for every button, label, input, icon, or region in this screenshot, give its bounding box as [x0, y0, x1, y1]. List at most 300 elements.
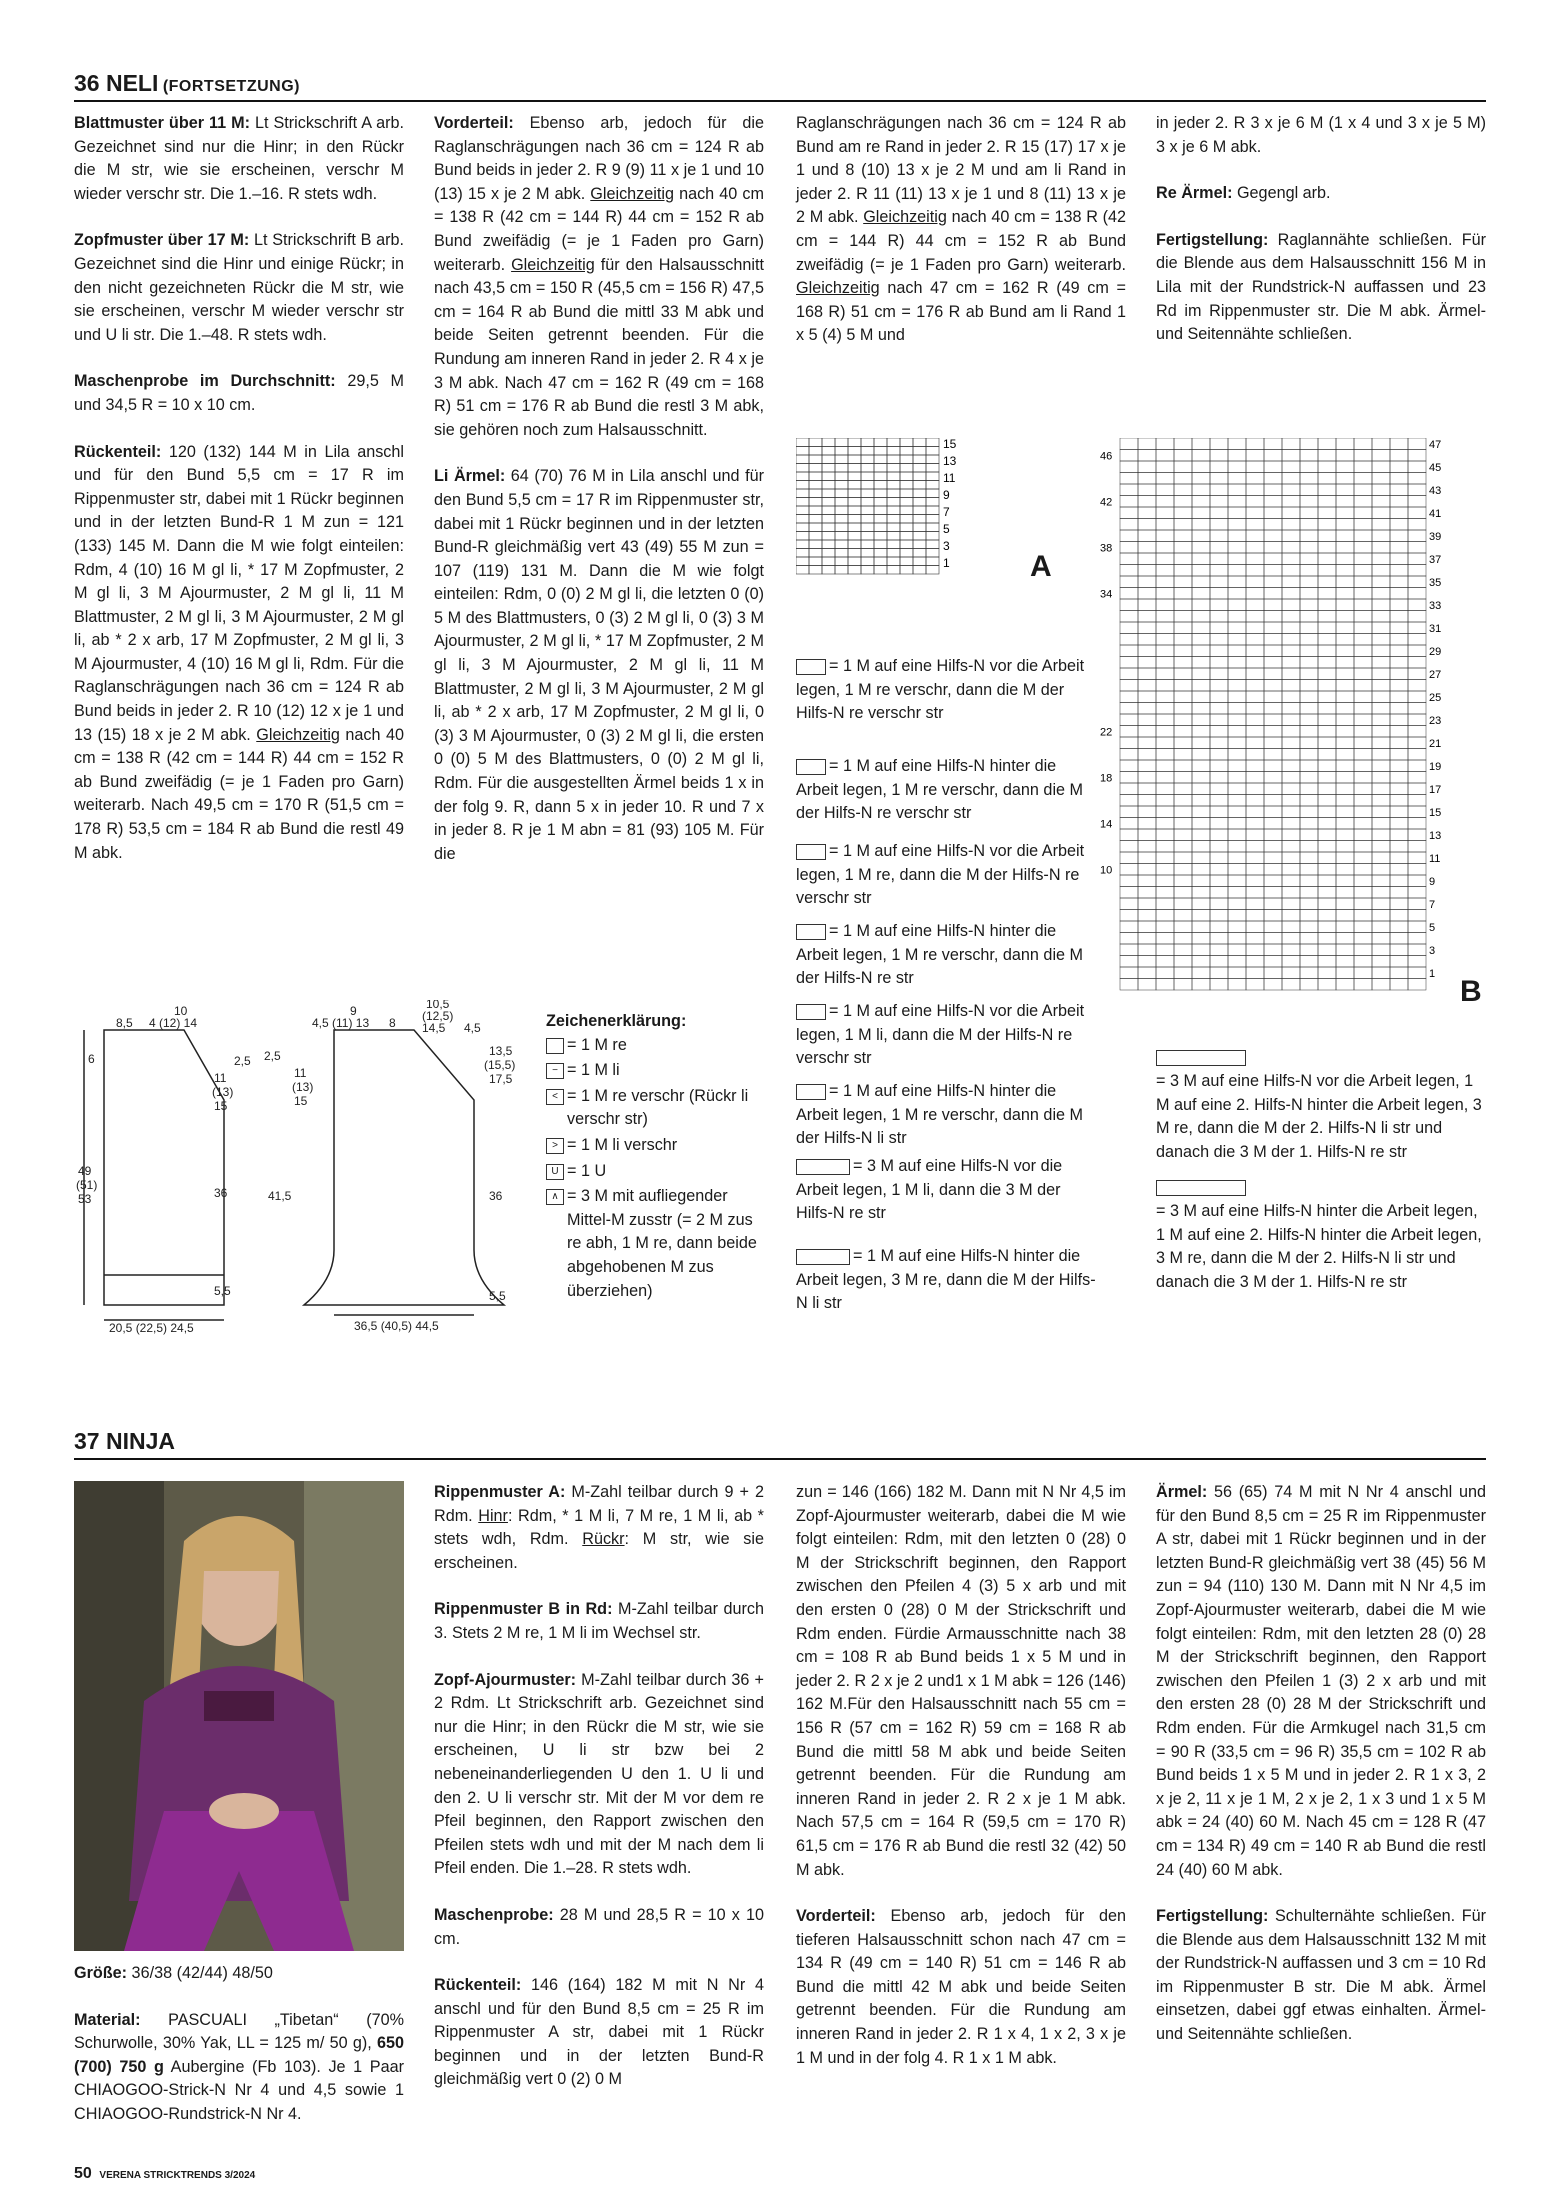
chart-b-cell: [1318, 496, 1336, 508]
chart-b-cell: [1408, 450, 1426, 462]
chart-b-cell: [1318, 645, 1336, 657]
chart-b-cell: [1138, 737, 1156, 749]
chart-b-cell: [1318, 473, 1336, 485]
chart-b-cell: [1408, 565, 1426, 577]
chart-b-cell: [1408, 668, 1426, 680]
chart-b-cell: [1300, 979, 1318, 991]
chart-b-cell: [1318, 519, 1336, 531]
chart-a-cell: [822, 557, 835, 566]
chart-a-cell: [913, 515, 926, 524]
chart-b-cell: [1354, 864, 1372, 876]
chart-b-cell: [1246, 703, 1264, 715]
chart-a-cell: [848, 532, 861, 541]
section-36-title: 36 NELI: [74, 70, 159, 96]
chart-b-cell: [1354, 795, 1372, 807]
chart-b-cell: [1174, 438, 1192, 450]
chart-a-cell: [887, 532, 900, 541]
chart-a-cell: [835, 549, 848, 558]
chart-b-cell: [1138, 956, 1156, 968]
chart-b-cell: [1372, 864, 1390, 876]
section-37-title: 37 NINJA: [74, 1428, 175, 1454]
chart-b-row-label: 9: [1429, 876, 1436, 888]
chart-b-cell: [1318, 910, 1336, 922]
chart-b-cell: [1246, 588, 1264, 600]
chart-b-cell: [1120, 576, 1138, 588]
chart-b-cell: [1372, 783, 1390, 795]
chart-b-row-label: 21: [1429, 738, 1442, 750]
chart-b-cell: [1300, 933, 1318, 945]
chart-b-cell: [1318, 588, 1336, 600]
chart-b-cell: [1390, 507, 1408, 519]
chart-b-cell: [1156, 553, 1174, 565]
chart-b-cell: [1174, 714, 1192, 726]
label-vorderteil: Vorderteil:: [796, 1907, 876, 1926]
chart-b-cell: [1210, 806, 1228, 818]
chart-b-cell: [1264, 611, 1282, 623]
label-vorderteil: Vorderteil:: [434, 114, 514, 132]
chart-b-cell: [1300, 507, 1318, 519]
chart-b-cell: [1264, 542, 1282, 554]
chart-b-row-label: 7: [1429, 899, 1436, 911]
chart-b-cell: [1390, 703, 1408, 715]
chart-b-cell: [1282, 887, 1300, 899]
chart-b-cell: [1318, 956, 1336, 968]
chart-b-cell: [1408, 887, 1426, 899]
chart-b-cell: [1120, 910, 1138, 922]
chart-b-cell: [1210, 921, 1228, 933]
chart-a-cell: [874, 506, 887, 515]
chart-b-cell: [1138, 634, 1156, 646]
chart-b-cell: [1210, 507, 1228, 519]
chart-b-cell: [1174, 473, 1192, 485]
chart-b-cell: [1246, 967, 1264, 979]
chart-b-cell: [1318, 680, 1336, 692]
chart-a-cell: [900, 549, 913, 558]
chart-b-cell: [1282, 864, 1300, 876]
chart-a-cell: [809, 523, 822, 532]
chart-b-cell: [1138, 875, 1156, 887]
chart-b-cell: [1174, 565, 1192, 577]
chart-b-cell: [1174, 496, 1192, 508]
chart-b-cell: [1300, 668, 1318, 680]
chart-b-cell: [1120, 484, 1138, 496]
chart-b-cell: [1210, 703, 1228, 715]
chart-b-cell: [1246, 576, 1264, 588]
chart-b-cell: [1354, 657, 1372, 669]
chart-b-cell: [1336, 484, 1354, 496]
chart-b-cell: [1156, 772, 1174, 784]
chart-b-cell: [1210, 542, 1228, 554]
schematic1-r3: (13): [212, 1085, 234, 1099]
chart-a-cell: [822, 472, 835, 481]
chart-b-row-label: 29: [1429, 646, 1442, 658]
text-maschenprobe: 29,5 M und 34,5 R = 10 x 10 cm.: [74, 372, 404, 414]
model-photo: [74, 1481, 404, 1951]
chart-b-cell: [1174, 611, 1192, 623]
chart-b-cell: [1246, 898, 1264, 910]
chart-b-cell: [1246, 565, 1264, 577]
chart-b-cell: [1174, 967, 1192, 979]
chart-b-cell: [1300, 944, 1318, 956]
chart-b-cell: [1138, 703, 1156, 715]
chart-b-cell: [1282, 956, 1300, 968]
chart-a-cell: [796, 557, 809, 566]
chart-b-cell: [1408, 921, 1426, 933]
chart-b-cell: [1120, 829, 1138, 841]
chart-a-cell: [874, 515, 887, 524]
chart-b-cell: [1192, 668, 1210, 680]
text-rippenmuster-b-rd: M-Zahl teilbar durch 3. Stets 2 M re, 1 M li im Wechsel str.: [434, 1600, 764, 1642]
label-blattmuster: Blattmuster über 11 M:: [74, 114, 250, 132]
chart-b-cell: [1192, 703, 1210, 715]
chart-b-cell: [1300, 967, 1318, 979]
chart-b-cell: [1264, 668, 1282, 680]
chart-b-cell: [1156, 473, 1174, 485]
chart-b-cell: [1246, 944, 1264, 956]
chart-b-cell: [1246, 461, 1264, 473]
chart-b-cell: [1120, 933, 1138, 945]
chart-b-cell: [1336, 910, 1354, 922]
chart-b-cell: [1264, 898, 1282, 910]
chart-b-cell: [1282, 703, 1300, 715]
chart-a-cell: [809, 515, 822, 524]
chart-b-cell: [1120, 599, 1138, 611]
chart-b-cell: [1246, 714, 1264, 726]
chart-a-cell: [848, 447, 861, 456]
schematic1-top2: 8,5: [116, 1016, 133, 1030]
chart-b-cell: [1120, 703, 1138, 715]
chart-b-cell: [1264, 944, 1282, 956]
schematic1-bottom: 20,5 (22,5) 24,5: [109, 1321, 194, 1335]
chart-b-cell: [1408, 542, 1426, 554]
chart-b-cell: [1390, 484, 1408, 496]
chart-b-cell: [1210, 645, 1228, 657]
chart-b-cell: [1246, 668, 1264, 680]
chart-b-cell: [1210, 852, 1228, 864]
legend-a-text: = 3 M auf eine Hilfs-N vor die Arbeit legen, 1 M li, dann die 3 M der Hilfs-N re str: [796, 1157, 1063, 1223]
chart-b-cell: [1408, 772, 1426, 784]
chart-b-cell: [1300, 887, 1318, 899]
chart-b-cell: [1300, 611, 1318, 623]
chart-b-cell: [1210, 898, 1228, 910]
chart-b-cell: [1228, 921, 1246, 933]
chart-b-cell: [1408, 933, 1426, 945]
chart-b-cell: [1372, 967, 1390, 979]
chart-a-cell: [796, 481, 809, 490]
chart-b-cell: [1282, 841, 1300, 853]
chart-b-cell: [1246, 473, 1264, 485]
chart-b-cell: [1336, 852, 1354, 864]
chart-b-row-label: 11: [1429, 853, 1441, 865]
chart-b-cell: [1228, 438, 1246, 450]
chart-b-cell: [1210, 588, 1228, 600]
chart-a-cell: [926, 566, 939, 575]
chart-b-cell: [1336, 668, 1354, 680]
chart-b-cell: [1408, 461, 1426, 473]
chart-b-cell: [1282, 680, 1300, 692]
chart-a-cell: [861, 506, 874, 515]
chart-b-cell: [1192, 622, 1210, 634]
schematic1-r-mid: 36: [214, 1186, 228, 1200]
chart-b-cell: [1246, 852, 1264, 864]
chart-b-cell: [1156, 461, 1174, 473]
chart-a-row-label: 7: [943, 505, 950, 519]
chart-a-cell: [861, 472, 874, 481]
chart-b-cell: [1354, 438, 1372, 450]
chart-b-cell: [1246, 691, 1264, 703]
chart-b-cell: [1336, 933, 1354, 945]
chart-b-cell: [1354, 829, 1372, 841]
chart-b-cell: [1354, 645, 1372, 657]
chart-b-cell: [1210, 737, 1228, 749]
chart-b-cell: [1246, 795, 1264, 807]
chart-b-cell: [1210, 484, 1228, 496]
legend-a-item: [796, 755, 1096, 826]
chart-b-cell: [1300, 691, 1318, 703]
chart-b-cell: [1210, 910, 1228, 922]
chart-b-cell: [1372, 841, 1390, 853]
schematic1-left-mid2: (51): [76, 1178, 98, 1192]
chart-b-cell: [1192, 496, 1210, 508]
chart-b-cell: [1246, 887, 1264, 899]
chart-b-cell: [1174, 956, 1192, 968]
chart-b-cell: [1390, 576, 1408, 588]
chart-b-cell: [1264, 795, 1282, 807]
chart-b-cell: [1264, 818, 1282, 830]
chart-b-cell: [1390, 599, 1408, 611]
chart-b-cell: [1408, 703, 1426, 715]
label-maschenprobe: Maschenprobe:: [434, 1905, 554, 1924]
chart-b-cell: [1246, 875, 1264, 887]
chart-b-cell: [1174, 599, 1192, 611]
chart-b-cell: [1408, 875, 1426, 887]
schematic-sleeve: [264, 1000, 524, 1340]
chart-b-cell: [1138, 530, 1156, 542]
chart-b-cell: [1300, 829, 1318, 841]
chart-b-cell: [1120, 852, 1138, 864]
chart-b-row-label-left: 34: [1100, 588, 1113, 601]
text-raglan-a: Raglanschrägungen nach 36 cm = 124 R ab Bund am re Rand in jeder 2. R 15 (17) 17 x je 1 und 8 (10) 13 x je 2 M und am li Rand in jeder 2. R 11 (11) 13 x je 1 und 8 (11) 13 x je 2 M abk.: [796, 114, 1126, 227]
chart-b-cell: [1408, 852, 1426, 864]
chart-a-cell: [926, 481, 939, 490]
chart-b-cell: [1156, 898, 1174, 910]
chart-b-cell: [1300, 852, 1318, 864]
chart-b-cell: [1192, 979, 1210, 991]
chart-a-cell: [822, 523, 835, 532]
zeichen-item: [546, 1160, 766, 1184]
chart-b-cell: [1156, 910, 1174, 922]
chart-b-cell: [1138, 749, 1156, 761]
chart-b-cell: [1138, 967, 1156, 979]
text-raglan-c: nach 47 cm = 162 R (49 cm = 168 R) 51 cm = 176 R ab Bund am li Rand 1 x 5 (4) 5 M und: [796, 279, 1126, 345]
chart-b-cell: [1336, 841, 1354, 853]
chart-b-cell: [1246, 611, 1264, 623]
chart-b-cell: [1174, 841, 1192, 853]
magazine-name: VERENA STRICKTRENDS 3/2024: [99, 2170, 256, 2181]
chart-a-cell: [887, 464, 900, 473]
chart-b-cell: [1282, 542, 1300, 554]
chart-b-cell: [1282, 507, 1300, 519]
chart-b-cell: [1372, 530, 1390, 542]
chart-b-cell: [1174, 887, 1192, 899]
chart-b-cell: [1300, 772, 1318, 784]
chart-b-cell: [1120, 967, 1138, 979]
chart-a-cell: [900, 438, 913, 447]
chart-b-cell: [1318, 438, 1336, 450]
chart-b-cell: [1174, 783, 1192, 795]
chart-b-cell: [1138, 645, 1156, 657]
chart-b-cell: [1282, 645, 1300, 657]
chart-b-cell: [1282, 806, 1300, 818]
chart-b-cell: [1318, 967, 1336, 979]
chart-b-cell: [1138, 611, 1156, 623]
chart-b-cell: [1354, 979, 1372, 991]
chart-b-cell: [1318, 657, 1336, 669]
chart-b-cell: [1336, 657, 1354, 669]
chart-a-row-label: 3: [943, 539, 950, 553]
text-vorderteil-b: nach 40 cm = 138 R (42 cm = 144 R) 44 cm = 152 R ab Bund zweifädig (= je 1 Faden pro Garn) weiterarb.: [434, 184, 764, 274]
chart-a-cell: [913, 532, 926, 541]
chart-b-cell: [1282, 818, 1300, 830]
chart-b-cell: [1210, 461, 1228, 473]
schematic1-r2: 11: [214, 1071, 227, 1085]
chart-b-cell: [1282, 714, 1300, 726]
chart-b-cell: [1210, 519, 1228, 531]
chart-a-cell: [848, 566, 861, 575]
chart-b-cell: [1228, 749, 1246, 761]
chart-b-cell: [1138, 726, 1156, 738]
chart-b-cell: [1318, 806, 1336, 818]
chart-a-cell: [900, 540, 913, 549]
chart-b-cell: [1408, 841, 1426, 853]
chart-b-cell: [1228, 484, 1246, 496]
chart-b-cell: [1246, 680, 1264, 692]
chart-b-cell: [1174, 760, 1192, 772]
chart-b-cell: [1300, 450, 1318, 462]
chart-b-cell: [1174, 910, 1192, 922]
chart-b-cell: [1318, 553, 1336, 565]
chart-b-cell: [1228, 461, 1246, 473]
chart-b-cell: [1210, 496, 1228, 508]
chart-b-cell: [1264, 852, 1282, 864]
chart-b-cell: [1354, 967, 1372, 979]
chart-b-cell: [1264, 979, 1282, 991]
chart-b-cell: [1156, 599, 1174, 611]
chart-b-cell: [1336, 760, 1354, 772]
knit-symbol-icon: −: [546, 1063, 564, 1079]
chart-a-cell: [861, 481, 874, 490]
cable-symbol-icon: [1156, 1180, 1246, 1196]
chart-b-cell: [1264, 530, 1282, 542]
section-36-subtitle: (FORTSETZUNG): [162, 78, 300, 95]
chart-a-cell: [835, 455, 848, 464]
chart-b-cell: [1228, 553, 1246, 565]
chart-b-cell: [1246, 507, 1264, 519]
text-vorderteil-c: für den Halsausschnitt nach 43,5 cm = 150 R (45,5 cm = 156 R) 47,5 cm = 164 R ab Bund die mittl 33 M abk und beide Seiten getrennt beenden. Für die Rundung am inneren Rand in jeder 2. R 4 x je 3 M abk. Nach 47 cm = 162 R (49 cm = 168 R) 51 cm = 176 R ab Bund die restl 3 M abk, sie gehören noch zum Halsausschnitt.: [434, 255, 764, 439]
ninja-col-3: [796, 1481, 1126, 2093]
chart-b-cell: [1372, 714, 1390, 726]
chart-b-cell: [1354, 473, 1372, 485]
chart-b-cell: [1318, 530, 1336, 542]
chart-b-cell: [1246, 933, 1264, 945]
chart-b-cell: [1372, 680, 1390, 692]
chart-b-cell: [1120, 818, 1138, 830]
chart-b-cell: [1174, 553, 1192, 565]
chart-a-cell: [913, 472, 926, 481]
chart-b-cell: [1156, 806, 1174, 818]
chart-a-cell: [809, 506, 822, 515]
chart-a-cell: [913, 549, 926, 558]
chart-b-cell: [1282, 979, 1300, 991]
chart-a-cell: [861, 464, 874, 473]
text-maschenprobe-37: 28 M und 28,5 R = 10 x 10 cm.: [434, 1905, 764, 1948]
chart-b-cell: [1192, 473, 1210, 485]
chart-b-cell: [1264, 496, 1282, 508]
chart-b-cell: [1372, 553, 1390, 565]
chart-a-row-label: 13: [943, 454, 957, 468]
chart-b-cell: [1210, 576, 1228, 588]
chart-b-cell: [1192, 530, 1210, 542]
chart-b-cell: [1210, 680, 1228, 692]
schematic-sleeve-outline: [304, 1030, 504, 1305]
chart-b-cell: [1246, 783, 1264, 795]
schematic2-l3: (13): [292, 1080, 314, 1094]
chart-a-cell: [926, 498, 939, 507]
chart-b-cell: [1174, 795, 1192, 807]
chart-b-cell: [1336, 944, 1354, 956]
chart-b-cell: [1354, 668, 1372, 680]
chart-b-cell: [1354, 450, 1372, 462]
schematic2-top4: 10,5: [426, 1000, 450, 1011]
chart-b-cell: [1300, 898, 1318, 910]
chart-b-cell: [1372, 576, 1390, 588]
chart-b-cell: [1192, 841, 1210, 853]
chart-b-cell: [1408, 806, 1426, 818]
schematic1-top3: 4 (12) 14: [149, 1016, 198, 1030]
cable-symbol-icon: [796, 1159, 850, 1175]
text-material-a: PASCUALI „Tibetan“ (70% Schurwolle, 30% Yak, LL = 125 m/ 50 g),: [74, 2010, 404, 2053]
chart-a-cell: [796, 506, 809, 515]
chart-b-cell: [1264, 438, 1282, 450]
chart-b-cell: [1192, 852, 1210, 864]
chart-b-cell: [1120, 714, 1138, 726]
ninja-col-4: [1156, 1481, 1486, 2070]
chart-b-cell: [1138, 841, 1156, 853]
chart-a-cell: [848, 498, 861, 507]
chart-b-cell: [1246, 726, 1264, 738]
col-3: [796, 112, 1126, 371]
chart-b-cell: [1264, 484, 1282, 496]
chart-a-cell: [835, 472, 848, 481]
chart-b-cell: [1156, 944, 1174, 956]
chart-b-cell: [1264, 565, 1282, 577]
chart-b-cell: [1282, 634, 1300, 646]
chart-b-cell: [1390, 956, 1408, 968]
chart-b-cell: [1138, 818, 1156, 830]
chart-b-cell: [1192, 898, 1210, 910]
chart-a-cell: [822, 438, 835, 447]
chart-b-cell: [1138, 622, 1156, 634]
chart-b-cell: [1408, 749, 1426, 761]
chart-a-cell: [796, 532, 809, 541]
chart-b-cell: [1120, 668, 1138, 680]
chart-b-row-label: 33: [1429, 600, 1442, 612]
cable-symbol-icon: [796, 1004, 826, 1020]
chart-b-cell: [1390, 438, 1408, 450]
chart-a-cell: [900, 455, 913, 464]
chart-b-cell: [1354, 484, 1372, 496]
chart-b-cell: [1138, 714, 1156, 726]
